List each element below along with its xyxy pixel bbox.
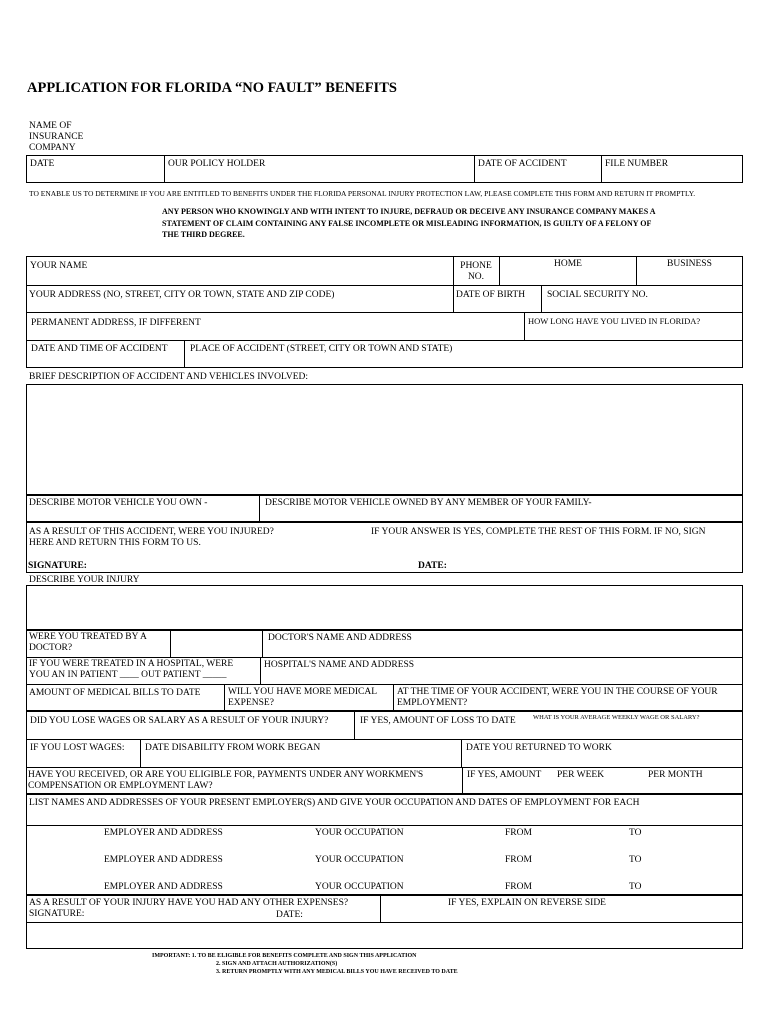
address-field[interactable]: YOUR ADDRESS (NO, STREET, CITY OR TOWN, STATE AND ZIP CODE) — [29, 290, 335, 300]
date-field[interactable]: DATE — [30, 159, 55, 169]
brief-description-label: BRIEF DESCRIPTION OF ACCIDENT AND VEHICLES INVOLVED: — [29, 372, 309, 382]
injury-description-area[interactable] — [26, 585, 743, 630]
fraud-warning: ANY PERSON WHO KNOWINGLY AND WITH INTENT TO INJURE, DEFRAUD OR DECEIVE ANY INSURANCE COMPANY MAKES A STATEMENT OF CLAIM CONTAINING ANY FALSE INCOMPLETE OR MISLEADING INFORMATION, IS GUILTY OF A FELONY OF THE THIRD DEGREE. — [162, 207, 656, 239]
disability-began-field[interactable]: DATE DISABILITY FROM WORK BEGAN — [145, 743, 321, 753]
signature-date-label: DATE: — [418, 561, 447, 571]
accident-description-area[interactable] — [26, 384, 743, 495]
medical-bills-field[interactable]: AMOUNT OF MEDICAL BILLS TO DATE — [29, 688, 201, 698]
explain-instruction: IF YES, EXPLAIN ON REVERSE SIDE — [448, 898, 606, 908]
your-name-field[interactable]: YOUR NAME — [30, 261, 88, 271]
permanent-address-field[interactable]: PERMANENT ADDRESS, IF DIFFERENT — [31, 318, 201, 328]
accident-place-field[interactable]: PLACE OF ACCIDENT (STREET, CITY OR TOWN AND STATE) — [190, 344, 453, 354]
vehicle-family-field[interactable]: DESCRIBE MOTOR VEHICLE OWNED BY ANY MEMBER OF YOUR FAMILY- — [265, 498, 592, 508]
injured-instruction: IF YOUR ANSWER IS YES, COMPLETE THE REST OF THIS FORM. IF NO, SIGN — [371, 527, 706, 537]
from-field[interactable]: FROM — [505, 855, 532, 865]
phone-label: PHONE NO. — [460, 261, 492, 282]
more-expense-question[interactable]: WILL YOU HAVE MORE MEDICAL EXPENSE? — [228, 687, 377, 708]
employer-field[interactable]: EMPLOYER AND ADDRESS — [104, 855, 223, 865]
ssn-field[interactable]: SOCIAL SECURITY NO. — [547, 290, 648, 300]
to-field[interactable]: TO — [629, 828, 642, 838]
vehicle-own-field[interactable]: DESCRIBE MOTOR VEHICLE YOU OWN - — [29, 498, 208, 508]
per-week-field[interactable]: PER WEEK — [557, 770, 605, 780]
signature-label: SIGNATURE: — [28, 561, 87, 571]
to-field[interactable]: TO — [629, 855, 642, 865]
important-note-1: IMPORTANT: 1. TO BE ELIGIBLE FOR BENEFITS COMPLETE AND SIGN THIS APPLICATION — [152, 953, 417, 959]
other-expenses-question[interactable]: AS A RESULT OF YOUR INJURY HAVE YOU HAD ANY OTHER EXPENSES? — [29, 898, 349, 908]
employment-section — [26, 794, 743, 895]
hospital-name-field[interactable]: HOSPITAL'S NAME AND ADDRESS — [264, 660, 415, 670]
occupation-field[interactable]: YOUR OCCUPATION — [315, 828, 404, 838]
final-date-field[interactable]: DATE: — [276, 910, 303, 920]
file-number-field[interactable]: FILE NUMBER — [605, 159, 669, 169]
course-of-employment-question[interactable]: AT THE TIME OF YOUR ACCIDENT, WERE YOU IN THE COURSE OF YOUR EMPLOYMENT? — [397, 687, 718, 708]
employer-field[interactable]: EMPLOYER AND ADDRESS — [104, 828, 223, 838]
home-phone-field[interactable]: HOME — [554, 259, 582, 269]
treated-by-doctor-question[interactable]: WERE YOU TREATED BY A DOCTOR? — [29, 632, 147, 653]
doctor-name-field[interactable]: DOCTOR'S NAME AND ADDRESS — [268, 633, 412, 643]
intro-text: TO ENABLE US TO DETERMINE IF YOU ARE ENTITLED TO BENEFITS UNDER THE FLORIDA PERSONAL INJURY PROTECTION LAW, PLEASE COMPLETE THIS FORM AND RETURN IT PROMPTLY. — [29, 189, 696, 198]
workmens-comp-question[interactable]: HAVE YOU RECEIVED, OR ARE YOU ELIGIBLE FOR, PAYMENTS UNDER ANY WORKMEN'S — [28, 770, 424, 780]
average-weekly-wage-field[interactable]: WHAT IS YOUR AVERAGE WEEKLY WAGE OR SALARY? — [533, 714, 700, 721]
comp-amount-field[interactable]: IF YES, AMOUNT — [467, 770, 542, 780]
loss-amount-field[interactable]: IF YES, AMOUNT OF LOSS TO DATE — [360, 716, 516, 726]
employment-instruction: LIST NAMES AND ADDRESSES OF YOUR PRESENT EMPLOYER(S) AND GIVE YOUR OCCUPATION AND DATES OF EMPLOYMENT FOR EACH — [29, 798, 640, 808]
florida-residence-field[interactable]: HOW LONG HAVE YOU LIVED IN FLORIDA? — [528, 316, 701, 326]
injured-instruction-cont: HERE AND RETURN THIS FORM TO US. — [29, 538, 201, 548]
final-signature-field[interactable]: SIGNATURE: — [29, 909, 85, 919]
returned-to-work-field[interactable]: DATE YOU RETURNED TO WORK — [466, 743, 612, 753]
to-field[interactable]: TO — [629, 882, 642, 892]
page-title: APPLICATION FOR FLORIDA “NO FAULT” BENEFITS — [27, 80, 397, 96]
business-phone-field[interactable]: BUSINESS — [667, 259, 712, 269]
from-field[interactable]: FROM — [505, 828, 532, 838]
occupation-field[interactable]: YOUR OCCUPATION — [315, 855, 404, 865]
describe-injury-label: DESCRIBE YOUR INJURY — [29, 575, 140, 585]
accident-date-time-field[interactable]: DATE AND TIME OF ACCIDENT — [31, 344, 168, 354]
if-lost-wages-label: IF YOU LOST WAGES: — [30, 743, 125, 753]
date-of-accident-field[interactable]: DATE OF ACCIDENT — [478, 159, 567, 169]
hospital-patient-type[interactable]: YOU AN IN PATIENT ____ OUT PATIENT _____ — [29, 670, 227, 680]
injured-question: AS A RESULT OF THIS ACCIDENT, WERE YOU INJURED? — [29, 527, 274, 537]
occupation-field[interactable]: YOUR OCCUPATION — [315, 882, 404, 892]
workmens-comp-question-cont: COMPENSATION OR EMPLOYMENT LAW? — [28, 781, 213, 791]
per-month-field[interactable]: PER MONTH — [648, 770, 703, 780]
important-note-3: 3. RETURN PROMPTLY WITH ANY MEDICAL BILLS YOU HAVE RECEIVED TO DATE — [216, 969, 458, 975]
hospital-question[interactable]: IF YOU WERE TREATED IN A HOSPITAL, WERE — [29, 659, 234, 669]
policy-holder-field[interactable]: OUR POLICY HOLDER — [168, 159, 266, 169]
from-field[interactable]: FROM — [505, 882, 532, 892]
date-of-birth-field[interactable]: DATE OF BIRTH — [456, 290, 526, 300]
insurance-company-label: NAME OF INSURANCE COMPANY — [29, 121, 84, 153]
lose-wages-question[interactable]: DID YOU LOSE WAGES OR SALARY AS A RESULT OF YOUR INJURY? — [30, 716, 329, 726]
important-note-2: 2. SIGN AND ATTACH AUTHORIZATION(S) — [216, 961, 338, 967]
employer-field[interactable]: EMPLOYER AND ADDRESS — [104, 882, 223, 892]
